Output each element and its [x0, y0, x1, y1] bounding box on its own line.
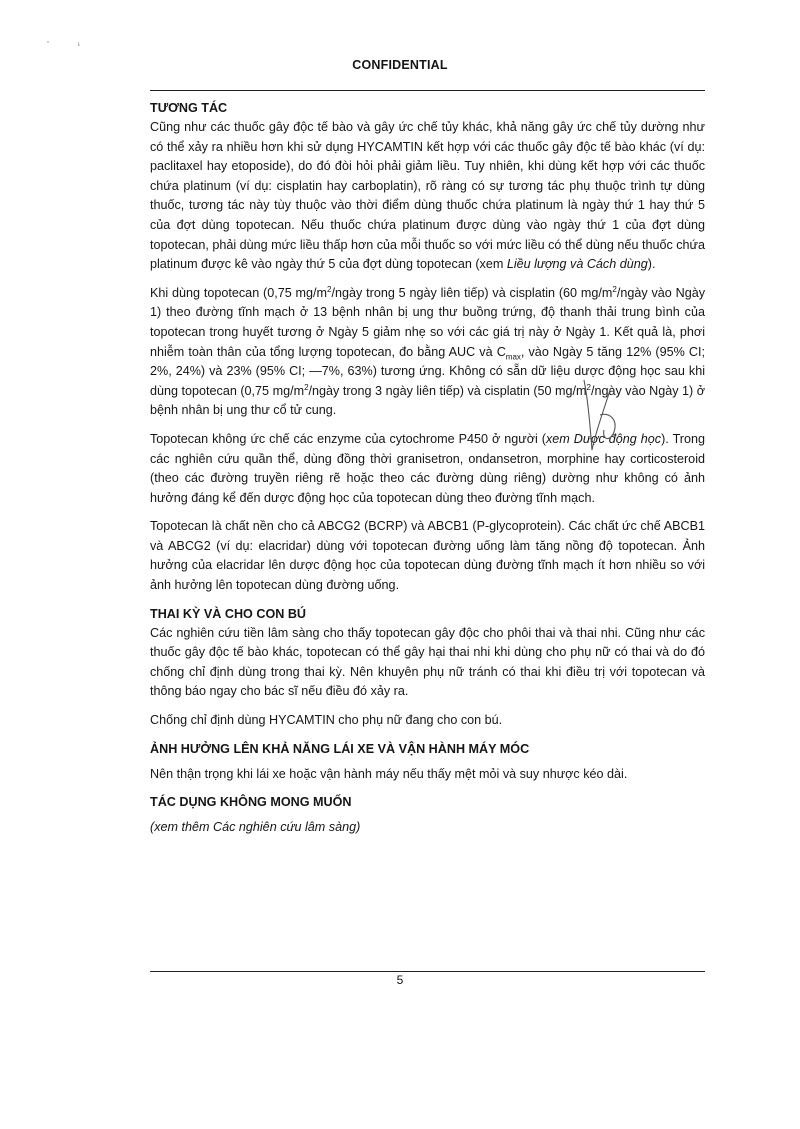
footer-rule: [150, 971, 705, 972]
section-heading-adverse-effects: TÁC DỤNG KHÔNG MONG MUỐN: [150, 795, 352, 810]
page-header: CONFIDENTIAL: [352, 58, 448, 72]
section-heading-interactions: TƯƠNG TÁC: [150, 101, 228, 115]
interactions-paragraph-3: Topotecan không ức chế các enzyme của cytochrome P450 ở người (xem Dược động học). Trong các nghiên cứu quần thể, dùng đồng thời granisetron, ondansetron, morphine hay corticosteroid (theo các đường truyền riêng rẽ hoặc theo các đường dùng riêng) dường như không có ảnh hưởng đáng kể đến dược động học của topotecan dùng theo đường tĩnh mạch.: [150, 431, 705, 505]
interactions-paragraph-2: Khi dùng topotecan (0,75 $mg/m^2$/ngày trong 5 ngày liên tiếp) và cisplatin (60 $mg/m^2$/ngày vào Ngày 1) theo đường tĩnh mạch ở 13 bệnh nhân bị ung thư buồng trứng, độ thanh thải trung bình của topotecan trong huyết tương ở Ngày 5 giảm nhẹ so với các giá trị này ở Ngày 1. Kết quả là, phơi nhiễm toàn thân của tổng lượng topotecan, đo bằng AUC và $C_{max}$, vào Ngày 5 tăng 12% (95% CI; 2%, 24%) và 23% (95% CI; —7%, 63%) tương ứng. Không có sẵn dữ liệu dược động học sau khi dùng topotecan (0,75 $mg/m^2$/ngày trong 3 ngày liên tiếp) và cisplatin (50 $mg/m^2$/ngày vào Ngày 1) ở bệnh nhân bị ung thư cổ tử cung.: [150, 284, 705, 418]
adverse-effects-paragraph-1: (xem thêm Các nghiên cứu lâm sàng): [150, 820, 361, 835]
section-heading-pregnancy: THAI KỲ VÀ CHO CON BÚ: [150, 606, 307, 621]
header-rule: [150, 90, 705, 91]
pregnancy-paragraph-2: Chống chỉ định dùng HYCAMTIN cho phụ nữ đang cho con bú.: [150, 713, 503, 728]
page-number: 5: [396, 973, 404, 987]
driving-paragraph-1: Nên thận trọng khi lái xe hoặc vận hành máy nếu thấy mệt mỏi và suy nhược kéo dài.: [150, 766, 628, 781]
pregnancy-paragraph-1: Các nghiên cứu tiền lâm sàng cho thấy topotecan gây độc cho phôi thai và thai nhi. Cũng như các thuốc gây độc tế bào khác, topotecan có thể gây hại thai nhi khi dùng cho phụ nữ có thai và do đó chống chỉ định dùng trong thai kỳ. Nên khuyên phụ nữ tránh có thai khi điều trị với topotecan và thông báo ngay cho bác sĩ nếu điều đó xảy ra.: [150, 625, 705, 699]
interactions-paragraph-1: Cũng như các thuốc gây độc tế bào và gây ức chế tủy khác, khả năng gây ức chế tủy dường như có thể xảy ra nhiều hơn khi sử dụng HYCAMTIN kết hợp với các thuốc gây độc tế bào khác (ví dụ: paclitaxel hay etoposide), do đó đòi hỏi phải giảm liều. Tuy nhiên, khi dùng kết hợp với các thuốc chứa platinum (ví dụ: cisplatin hay carboplatin), rõ ràng có sự tương tác phụ thuộc trình tự dùng thuốc, tương tác này tùy thuộc vào thời điểm dùng thuốc chứa platinum là ngày thứ 1 hay thứ 5 của đợt dùng topotecan. Nếu thuốc chứa platinum được dùng vào ngày thứ 1 của đợt dùng topotecan, phải dùng mức liều thấp hơn của mỗi thuốc so với mức liều có thể dùng nếu thuốc chứa platinum được kê vào ngày thứ 5 của đợt dùng topotecan (xem Liều lượng và Cách dùng).: [150, 120, 705, 272]
scan-specks: [45, 38, 95, 50]
page-content: [150, 99, 705, 847]
section-heading-driving: ẢNH HƯỞNG LÊN KHẢ NĂNG LÁI XE VÀ VẬN HÀNH MÁY MÓC: [150, 741, 530, 756]
interactions-paragraph-4: Topotecan là chất nền cho cả ABCG2 (BCRP) và ABCB1 (P-glycoprotein). Các chất ức chế ABCB1 và ABCG2 (ví dụ: elacridar) dùng với topotecan đường uống làm tăng nồng độ topotecan. Ảnh hưởng của elacridar lên dược động học của topotecan dùng đường tĩnh mạch ít hơn nhiều so với ảnh hưởng lên topotecan dùng đường uống.: [150, 519, 705, 593]
